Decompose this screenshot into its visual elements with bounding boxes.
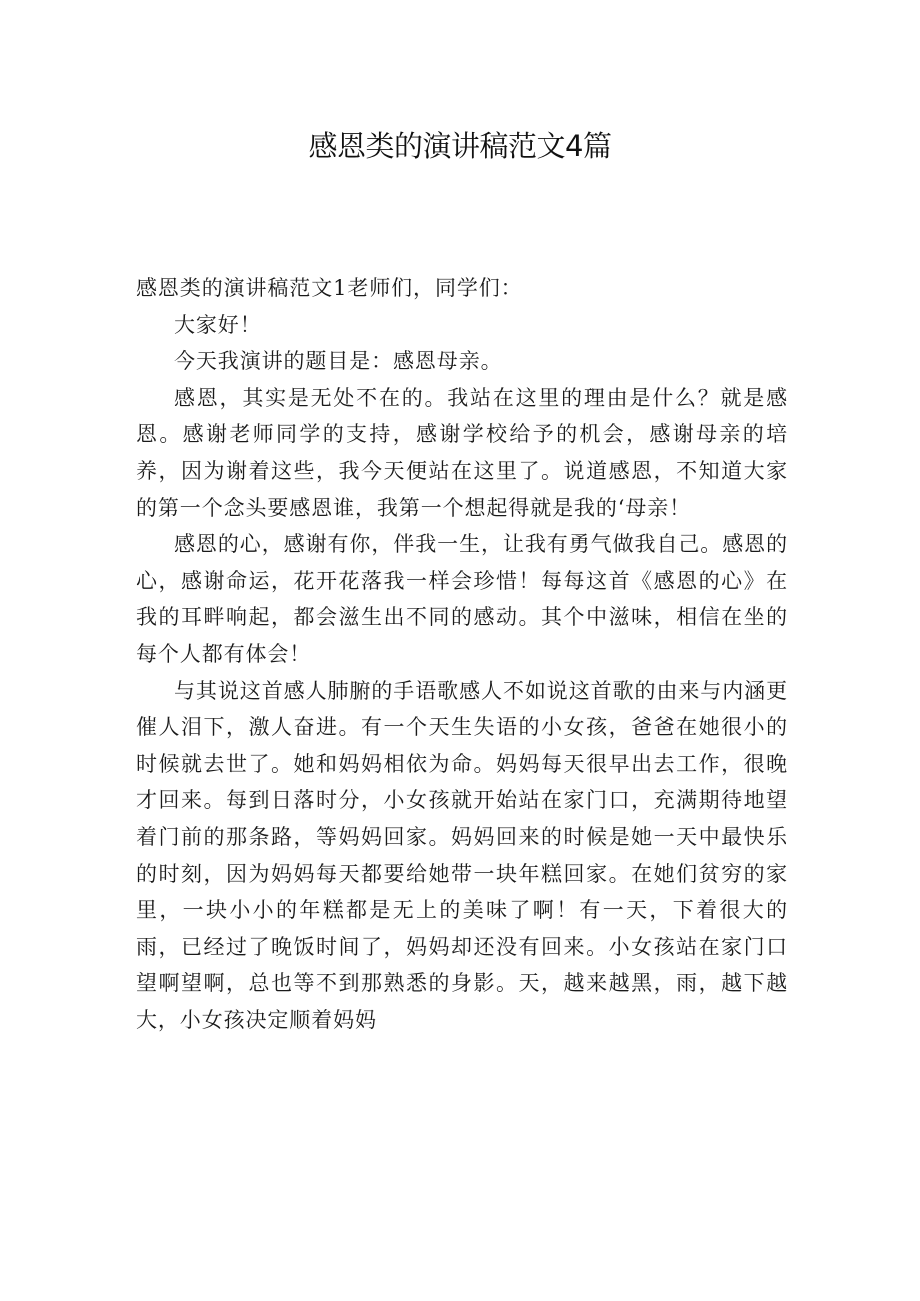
paragraph-song: 感恩的心，感谢有你，伴我一生，让我有勇气做我自己。感恩的心，感谢命运，花开花落我一样会珍惜！每每这首《感恩的心》在我的耳畔响起，都会滋生出不同的感动。其个中滋味，相信在坐的每个人都有体会！ (136, 532, 788, 666)
paragraph-greeting: 大家好！ (174, 312, 262, 337)
paragraph-topic: 今天我演讲的题目是：感恩母亲。 (174, 349, 503, 374)
paragraph-opening: 感恩类的演讲稿范文1老师们，同学们： (136, 276, 523, 300)
paragraph-gratitude: 感恩，其实是无处不在的。我站在这里的理由是什么？就是感恩。感谢老师同学的支持，感谢学校给予的机会，感谢母亲的培养，因为谢着这些，我今天便站在这里了。说道感恩，不知道大家的第一个念头要感恩谁，我第一个想起得就是我的‘母亲！ (136, 385, 788, 520)
paragraph-story: 与其说这首感人肺腑的手语歌感人不如说这首歌的由来与内涵更催人泪下，激人奋进。有一个天生失语的小女孩，爸爸在她很小的时候就去世了。她和妈妈相依为命。妈妈每天很早出去工作，很晚才回来。每到日落时分，小女孩就开始站在家门口，充满期待地望着门前的那条路，等妈妈回家。妈妈回来的时候是她一天中最快乐的时刻，因为妈妈每天都要给她带一块年糕回家。在她们贫穷的家里，一块小小的年糕都是无上的美味了啊！有一天，下着很大的雨，已经过了晚饭时间了，妈妈却还没有回来。小女孩站在家门口望啊望啊，总也等不到那熟悉的身影。天，越来越黑，雨，越下越大，小女孩决定顺着妈妈 (136, 678, 788, 1032)
document-title: 感恩类的演讲稿范文4篇 (308, 129, 612, 163)
document-body (136, 270, 788, 1038)
